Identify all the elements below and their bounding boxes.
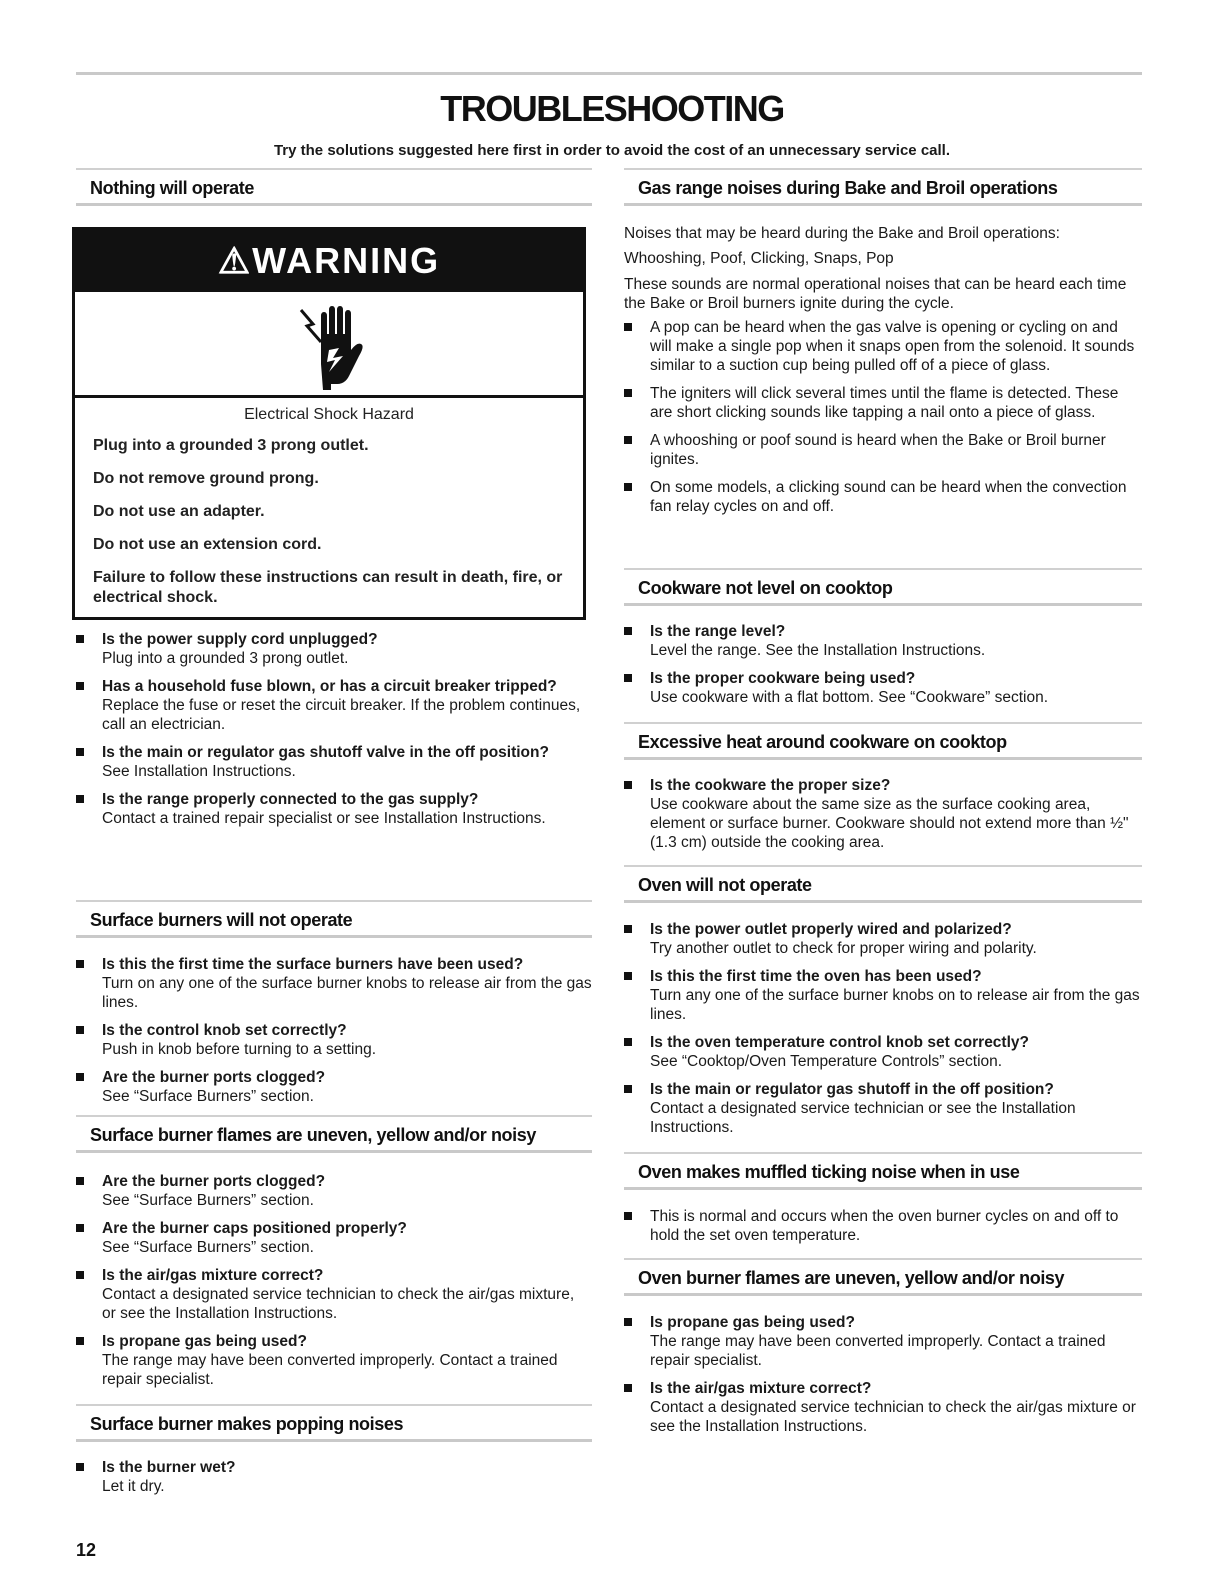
warning-triangle-icon: ⚠	[217, 240, 253, 281]
list-item	[76, 955, 592, 1012]
answer: Push in knob before turning to a setting.	[102, 1041, 377, 1058]
warning-label: WARNING	[252, 240, 441, 281]
list-item	[76, 677, 592, 734]
list-item	[624, 669, 1142, 707]
list-item	[624, 967, 1142, 1024]
list-item	[624, 1379, 1142, 1436]
list-item	[76, 1068, 592, 1106]
question: Is the air/gas mixture correct?	[102, 1267, 324, 1284]
section-nothing-operate	[76, 168, 592, 206]
electric-shock-hand-icon	[299, 304, 369, 390]
answer: Use cookware about the same size as the surface cooking area, element or surface burner. Cookware should not extend more than ½" (1.3 cm) outside the cooking area.	[650, 796, 1129, 851]
list-item	[76, 743, 592, 781]
bullet-icon	[76, 960, 84, 968]
list-item	[76, 790, 592, 828]
gas-noises-items	[624, 318, 1142, 525]
section-heading: Gas range noises during Bake and Broil operations	[638, 178, 1058, 198]
divider	[624, 722, 1142, 724]
list-item	[76, 1332, 592, 1389]
question: Has a household fuse blown, or has a circuit breaker tripped?	[102, 678, 557, 695]
answer: Plug into a grounded 3 prong outlet.	[102, 650, 349, 667]
list-item	[624, 431, 1142, 469]
section-heading: Nothing will operate	[90, 178, 255, 198]
question: Is propane gas being used?	[650, 1314, 855, 1331]
list-item	[624, 920, 1142, 958]
list-item	[76, 1021, 592, 1059]
answer: Contact a designated service technician to check the air/gas mixture, or see the Installation Instructions.	[102, 1286, 575, 1322]
divider	[624, 1187, 1142, 1190]
question: Are the burner ports clogged?	[102, 1173, 326, 1190]
bullet-icon	[624, 781, 632, 789]
list-item	[76, 1219, 592, 1257]
divider	[76, 900, 592, 902]
list-item	[624, 1080, 1142, 1137]
bullet-icon	[624, 323, 632, 331]
question: Is the main or regulator gas shutoff in the off position?	[650, 1081, 1054, 1098]
question: Is the power supply cord unplugged?	[102, 631, 378, 648]
section-heading: Surface burners will not operate	[90, 910, 353, 930]
item-text: This is normal and occurs when the oven burner cycles on and off to hold the set oven temperature.	[650, 1208, 1119, 1244]
answer: See “Cooktop/Oven Temperature Controls” section.	[650, 1053, 1003, 1070]
item-text: On some models, a clicking sound can be heard when the convection fan relay cycles on and off.	[650, 479, 1127, 515]
oven-not-operate-items	[624, 920, 1142, 1146]
section-muffled-ticking	[624, 1152, 1142, 1190]
bullet-icon	[76, 1224, 84, 1232]
section-cookware-level	[624, 568, 1142, 606]
section-heading: Oven makes muffled ticking noise when in use	[638, 1162, 1020, 1182]
section-surface-flames	[76, 1115, 592, 1153]
gas-noises-intro-2: Whooshing, Poof, Clicking, Snaps, Pop	[624, 250, 894, 267]
divider	[76, 168, 592, 170]
item-text: The igniters will click several times until the flame is detected. These are short clicking sounds like tapping a nail onto a piece of glass.	[650, 385, 1119, 421]
question: Is the oven temperature control knob set correctly?	[650, 1034, 1029, 1051]
question: Is the control knob set correctly?	[102, 1022, 347, 1039]
divider	[76, 1439, 592, 1442]
bullet-icon	[624, 483, 632, 491]
warning-line: Do not use an extension cord.	[93, 536, 322, 553]
warning-text	[75, 398, 583, 608]
section-heading: Oven burner flames are uneven, yellow and/or noisy	[638, 1268, 1065, 1288]
question: Is this the first time the surface burners have been used?	[102, 956, 524, 973]
answer: Turn any one of the surface burner knobs on to release air from the gas lines.	[650, 987, 1140, 1023]
question: Is the air/gas mixture correct?	[650, 1380, 872, 1397]
list-item	[624, 1207, 1142, 1245]
list-item	[76, 1458, 592, 1496]
divider	[624, 168, 1142, 170]
question: Are the burner caps positioned properly?	[102, 1220, 407, 1237]
warning-line: Do not use an adapter.	[93, 503, 265, 520]
bullet-icon	[624, 1038, 632, 1046]
bullet-icon	[624, 1384, 632, 1392]
bullet-icon	[624, 972, 632, 980]
question: Is this the first time the oven has been used?	[650, 968, 982, 985]
answer: See “Surface Burners” section.	[102, 1239, 314, 1256]
bullet-icon	[624, 627, 632, 635]
divider	[624, 203, 1142, 206]
surface-flames-items	[76, 1172, 592, 1398]
divider	[76, 1150, 592, 1153]
excess-heat-items	[624, 776, 1142, 861]
section-heading: Excessive heat around cookware on cooktop	[638, 732, 1007, 752]
section-oven-flames	[624, 1258, 1142, 1296]
answer: The range may have been converted improperly. Contact a trained repair specialist.	[650, 1333, 1106, 1369]
bullet-icon	[624, 925, 632, 933]
section-heading: Cookware not level on cooktop	[638, 578, 893, 598]
divider	[76, 935, 592, 938]
answer: Let it dry.	[102, 1478, 165, 1495]
bullet-icon	[624, 389, 632, 397]
question: Is the range properly connected to the gas supply?	[102, 791, 479, 808]
divider	[624, 1152, 1142, 1154]
warning-line: Plug into a grounded 3 prong outlet.	[93, 437, 369, 454]
section-surface-not-operate	[76, 900, 592, 938]
answer: Level the range. See the Installation Instructions.	[650, 642, 986, 659]
divider	[624, 603, 1142, 606]
bullet-icon	[624, 1318, 632, 1326]
question: Is propane gas being used?	[102, 1333, 307, 1350]
answer: See “Surface Burners” section.	[102, 1192, 314, 1209]
answer: Contact a designated service technician or see the Installation Instructions.	[650, 1100, 1076, 1136]
list-item	[624, 478, 1142, 516]
question: Is the main or regulator gas shutoff valve in the off position?	[102, 744, 549, 761]
warning-line: Failure to follow these instructions can result in death, fire, or electrical shock.	[93, 569, 563, 606]
bullet-icon	[76, 682, 84, 690]
bullet-icon	[624, 674, 632, 682]
list-item	[624, 776, 1142, 852]
answer: Use cookware with a flat bottom. See “Cookware” section.	[650, 689, 1049, 706]
divider	[76, 1115, 592, 1117]
list-item	[624, 318, 1142, 375]
item-text: A whooshing or poof sound is heard when the Bake or Broil burner ignites.	[650, 432, 1106, 468]
bullet-icon	[76, 748, 84, 756]
list-item	[76, 630, 592, 668]
oven-flames-items	[624, 1313, 1142, 1445]
list-item	[624, 384, 1142, 422]
divider	[624, 757, 1142, 760]
page-title: TROUBLESHOOTING	[440, 88, 784, 129]
answer: Try another outlet to check for proper wiring and polarity.	[650, 940, 1037, 957]
page-number: 12	[76, 1540, 97, 1560]
bullet-icon	[624, 1212, 632, 1220]
item-text: A pop can be heard when the gas valve is opening or cycling on and will make a single pop when it snaps open from the solenoid. It sounds similar to a suction cup being pulled off of a piece of glass.	[650, 319, 1135, 374]
warning-box	[72, 227, 586, 620]
top-rule	[76, 72, 1142, 75]
section-excess-heat	[624, 722, 1142, 760]
list-item	[624, 1033, 1142, 1071]
answer: The range may have been converted improperly. Contact a trained repair specialist.	[102, 1352, 558, 1388]
warning-line: Do not remove ground prong.	[93, 470, 319, 487]
section-oven-not-operate	[624, 865, 1142, 903]
answer: Replace the fuse or reset the circuit breaker. If the problem continues, call an electrician.	[102, 697, 581, 733]
question: Are the burner ports clogged?	[102, 1069, 326, 1086]
section-heading: Oven will not operate	[638, 875, 812, 895]
nothing-items	[76, 630, 592, 837]
list-item	[76, 1172, 592, 1210]
popping-items	[76, 1458, 592, 1505]
question: Is the burner wet?	[102, 1459, 236, 1476]
bullet-icon	[76, 795, 84, 803]
bullet-icon	[76, 1073, 84, 1081]
list-item	[624, 622, 1142, 660]
question: Is the range level?	[650, 623, 786, 640]
bullet-icon	[76, 1177, 84, 1185]
question: Is the cookware the proper size?	[650, 777, 891, 794]
answer: Turn on any one of the surface burner knobs to release air from the gas lines.	[102, 975, 592, 1011]
list-item	[76, 1266, 592, 1323]
divider	[624, 900, 1142, 903]
page-subtitle: Try the solutions suggested here first in order to avoid the cost of an unnecessary service call.	[273, 142, 951, 159]
section-gas-noises	[624, 168, 1142, 206]
answer: See “Surface Burners” section.	[102, 1088, 314, 1105]
bullet-icon	[76, 1337, 84, 1345]
divider	[624, 865, 1142, 867]
gas-noises-intro-3: These sounds are normal operational noises that can be heard each time the Bake or Broil burners ignite during the cycle.	[624, 276, 1127, 312]
divider	[624, 1258, 1142, 1260]
divider	[76, 1404, 592, 1406]
divider	[76, 203, 592, 206]
hazard-title: Electrical Shock Hazard	[244, 406, 414, 423]
shock-hazard-pictogram	[75, 292, 583, 398]
gas-noises-intro-1: Noises that may be heard during the Bake and Broil operations:	[624, 225, 1060, 242]
section-heading: Surface burner makes popping noises	[90, 1414, 404, 1434]
bullet-icon	[76, 1463, 84, 1471]
bullet-icon	[76, 1026, 84, 1034]
warning-banner	[75, 230, 583, 292]
divider	[624, 1293, 1142, 1296]
bullet-icon	[624, 1085, 632, 1093]
section-popping	[76, 1404, 592, 1442]
cookware-level-items	[624, 622, 1142, 716]
divider	[624, 568, 1142, 570]
surface-not-operate-items	[76, 955, 592, 1115]
list-item	[624, 1313, 1142, 1370]
section-heading: Surface burner flames are uneven, yellow and/or noisy	[90, 1125, 536, 1145]
question: Is the power outlet properly wired and polarized?	[650, 921, 1012, 938]
bullet-icon	[76, 1271, 84, 1279]
bullet-icon	[624, 436, 632, 444]
question: Is the proper cookware being used?	[650, 670, 916, 687]
answer: Contact a designated service technician to check the air/gas mixture or see the Installation Instructions.	[650, 1399, 1136, 1435]
answer: See Installation Instructions.	[102, 763, 296, 780]
muffled-items	[624, 1207, 1142, 1254]
bullet-icon	[76, 635, 84, 643]
answer: Contact a trained repair specialist or see Installation Instructions.	[102, 810, 546, 827]
